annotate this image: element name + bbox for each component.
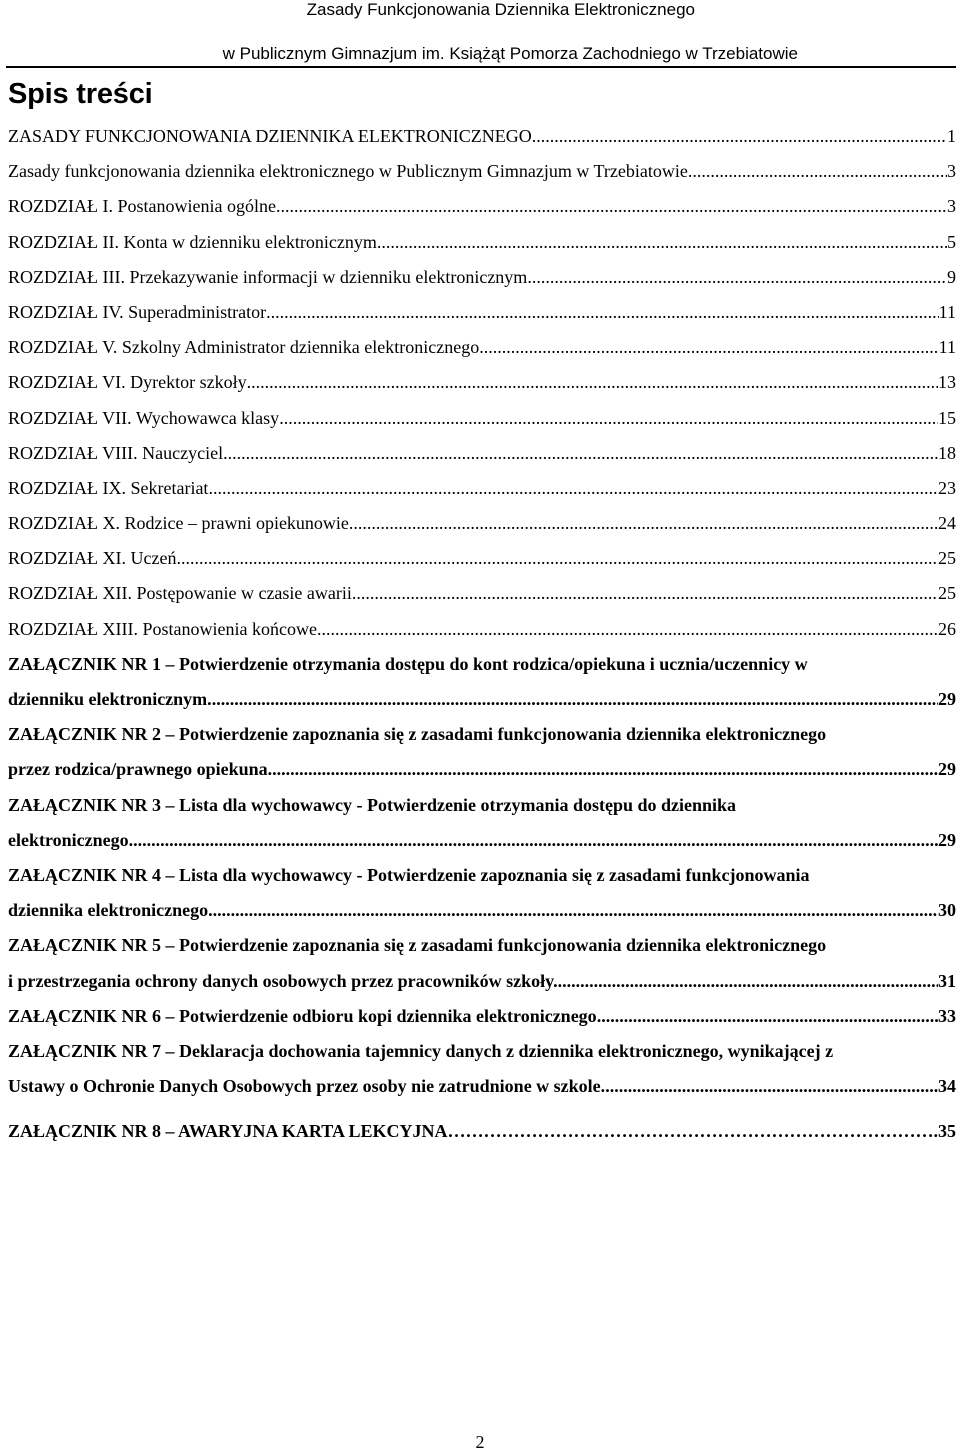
header-rule [6, 66, 956, 68]
toc-entry[interactable]: ROZDZIAŁ X. Rodzice – prawni opiekunowie ..... 24 [8, 506, 956, 541]
toc-entry[interactable]: ROZDZIAŁ VII. Wychowawca klasy ..... 15 [8, 401, 956, 436]
toc-entry[interactable]: ROZDZIAŁ VI. Dyrektor szkoły ..... 13 [8, 365, 956, 400]
page-number: 2 [475, 1432, 485, 1452]
annex-6[interactable]: ZAŁĄCZNIK NR 6 – Potwierdzenie odbioru kopi dziennika elektronicznego ..... 33 [8, 999, 956, 1034]
toc-entry[interactable]: ROZDZIAŁ IX. Sekretariat ..... 23 [8, 471, 956, 506]
toc-entry[interactable]: ROZDZIAŁ II. Konta w dzienniku elektronicznym ..... 5 [8, 225, 956, 260]
toc-entry[interactable]: ROZDZIAŁ XI. Uczeń ..... 25 [8, 541, 956, 576]
toc-entry[interactable]: ROZDZIAŁ IV. Superadministrator ..... 11 [8, 295, 956, 330]
toc-entry[interactable]: ZASADY FUNKCJONOWANIA DZIENNIKA ELEKTRONICZNEGO ..... 1 [8, 119, 956, 154]
toc-entry[interactable]: Zasady funkcjonowania dziennika elektronicznego w Publicznym Gimnazjum w Trzebiatowie ..... 3 [8, 154, 956, 189]
annex-3-line-1[interactable]: ZAŁĄCZNIK NR 3 – Lista dla wychowawcy - Potwierdzenie otrzymania dostępu do dziennika [8, 794, 737, 815]
toc-entry[interactable]: ROZDZIAŁ XII. Postępowanie w czasie awarii ..... 25 [8, 576, 956, 611]
annex-2-line-2[interactable]: przez rodzica/prawnego opiekuna. ..... 29 [8, 752, 956, 787]
toc-title: Spis treści [8, 78, 153, 110]
annex-5-line-2[interactable]: i przestrzegania ochrony danych osobowych przez pracowników szkoły. ..... 31 [8, 964, 956, 999]
toc-entry[interactable]: ROZDZIAŁ XIII. Postanowienia końcowe ..... 26 [8, 612, 956, 647]
toc-entry[interactable]: ROZDZIAŁ V. Szkolny Administrator dziennika elektronicznego ..... 11 [8, 330, 956, 365]
annex-7-line-1[interactable]: ZAŁĄCZNIK NR 7 – Deklaracja dochowania tajemnicy danych z dziennika elektronicznego, wynikającej z [8, 1040, 834, 1061]
annex-5-line-1[interactable]: ZAŁĄCZNIK NR 5 – Potwierdzenie zapoznania się z zasadami funkcjonowania dziennika elektronicznego [8, 935, 827, 956]
annex-2-line-1[interactable]: ZAŁĄCZNIK NR 2 – Potwierdzenie zapoznania się z zasadami funkcjonowania dziennika elektronicznego [8, 724, 827, 745]
annex-1-line-2[interactable]: dzienniku elektronicznym. ..... 29 [8, 682, 956, 717]
annex-7-line-2[interactable]: Ustawy o Ochronie Danych Osobowych przez osoby nie zatrudnione w szkole. ..... 34 [8, 1069, 956, 1104]
annex-8[interactable]: ZAŁĄCZNIK NR 8 – AWARYJNA KARTA LEKCYJNA …………………………………………………………………………………… .35 [8, 1114, 956, 1149]
header-line-1: Zasady Funkcjonowania Dziennika Elektronicznego [306, 0, 695, 19]
table-of-contents [8, 119, 956, 1149]
annex-3-line-2[interactable]: elektronicznego ..... 29 [8, 823, 956, 858]
toc-entry[interactable]: ROZDZIAŁ I. Postanowienia ogólne ..... 3 [8, 189, 956, 224]
annex-1-line-1[interactable]: ZAŁĄCZNIK NR 1 – Potwierdzenie otrzymania dostępu do kont rodzica/opiekuna i ucznia/uczennicy w [8, 653, 808, 674]
annex-4-line-2[interactable]: dziennika elektronicznego. ..... 30 [8, 893, 956, 928]
toc-entry[interactable]: ROZDZIAŁ VIII. Nauczyciel ..... 18 [8, 436, 956, 471]
toc-entry[interactable]: ROZDZIAŁ III. Przekazywanie informacji w dzienniku elektronicznym ..... 9 [8, 260, 956, 295]
annex-4-line-1[interactable]: ZAŁĄCZNIK NR 4 – Lista dla wychowawcy - Potwierdzenie zapoznania się z zasadami funkcjonowania [8, 864, 810, 885]
header-line-2: w Publicznym Gimnazjum im. Książąt Pomorza Zachodniego w Trzebiatowie [222, 44, 798, 63]
